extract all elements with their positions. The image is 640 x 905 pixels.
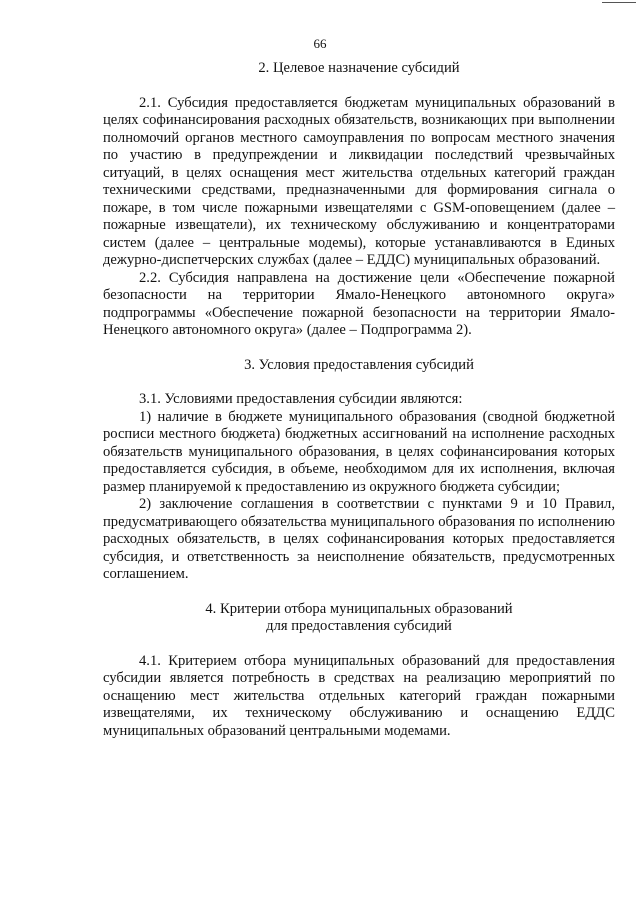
page-number: 66: [313, 36, 327, 51]
section-heading-2: 2. Целевое назначение субсидий: [258, 60, 460, 76]
section-heading-4-line-2: для предоставления субсидий: [266, 618, 452, 634]
paragraph-2-2: 2.2. Субсидия направлена на достижение цели «Обеспечение пожарной безопасности на территории Ямало-Ненецкого автономного округа» подпрограммы «Обеспечение пожарной безопасности на территории Ямало-Ненецкого автономного округа» (далее – Подпрограмма 2).: [103, 269, 615, 338]
section-heading-4-line-1: 4. Критерии отбора муниципальных образований: [205, 600, 513, 617]
paragraph-3-1: 3.1. Условиями предоставления субсидии являются:: [139, 391, 463, 407]
paragraph-4-1: 4.1. Критерием отбора муниципальных образований для предоставления субсидии является потребность в средствах на реализацию мероприятий по оснащению мест жительства отдельных категорий граждан пожарными извещателями, их техническому обслуживанию и оснащению ЕДДС муниципальных образований центральными модемами.: [103, 652, 615, 739]
document-body: [103, 60, 615, 740]
paragraph-2-1: 2.1. Субсидия предоставляется бюджетам муниципальных образований в целях софинансирования расходных обязательств, возникающих при выполнении полномочий органов местного самоуправления по вопросам местного значения по участию в предупреждении и ликвидации последствий чрезвычайных ситуаций, в целях оснащения мест жительства отдельных категорий граждан техническими средствами, предназначенными для формирования сигнала о пожаре, в том числе пожарными извещателями с GSM-оповещением (далее – пожарные извещатели), их техническому обслуживанию и концентраторами систем (далее – центральные модемы), которые устанавливаются в Единых дежурно-диспетчерских службах (далее – ЕДДС) муниципальных образований.: [103, 94, 615, 268]
corner-scan-mark: [602, 2, 636, 3]
section-heading-4: [103, 601, 615, 636]
paragraph-3-1-item-1: 1) наличие в бюджете муниципального образования (сводной бюджетной росписи местного бюджета) бюджетных ассигнований на исполнение расходных обязательств муниципального образования, в целях софинансирования которых предоставляется субсидия, в объеме, необходимом для их исполнения, включая размер планируемой к предоставлению из окружного бюджета субсидии;: [103, 408, 615, 495]
paragraph-3-1-item-2: 2) заключение соглашения в соответствии с пунктами 9 и 10 Правил, предусматривающего обязательства муниципального образования по исполнению расходных обязательств, в целях софинансирования которых предоставляется субсидия, и ответственность за неисполнение обязательств, предусмотренных соглашением.: [103, 496, 615, 582]
section-heading-3: 3. Условия предоставления субсидий: [244, 356, 474, 373]
